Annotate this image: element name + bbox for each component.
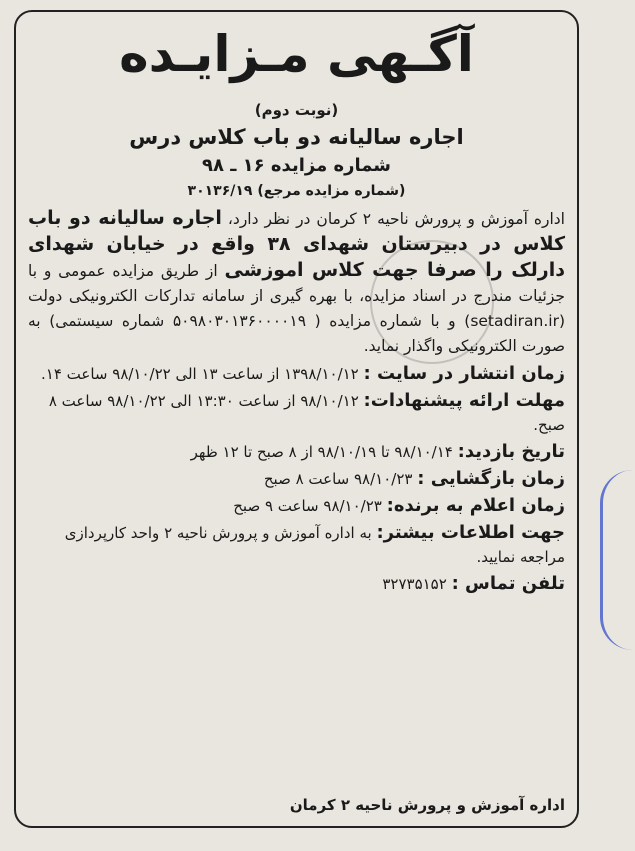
notice-body [28, 206, 565, 359]
schedule-value: ۹۸/۱۰/۲۳ ساعت ۹ صبح [233, 497, 382, 515]
notice-round: (نوبت دوم) [254, 101, 339, 119]
schedule-value: ۱۳۹۸/۱۰/۱۲ از ساعت ۱۳ الی ۹۸/۱۰/۲۲ ساعت ۱۴. [41, 365, 359, 383]
body-intro: اداره آموزش و پرورش ناحیه ۲ کرمان در نظر دارد، [227, 210, 565, 228]
schedule-label: مهلت ارائه پیشنهادات: [363, 390, 565, 411]
auction-number: شماره مزایده ۱۶ ـ ۹۸ [202, 155, 391, 176]
schedule-label: تاریخ بازدید: [457, 441, 565, 462]
body-bold: اجاره سالیانه دو باب کلاس در دبیرستان شهدای ۳۸ واقع در خیابان شهدای دارلک را صرفا جهت کلاس اموزشی [28, 207, 565, 281]
schedule-label: جهت اطلاعات بیشتر: [376, 522, 565, 543]
schedule-value: ۹۸/۱۰/۲۳ ساعت ۸ صبح [263, 470, 413, 488]
body-middle: از طریق مزایده عمومی و با جزئیات مندرج در اسناد مزایده، با بهره گیری از سامانه تدارکات الکترونیکی دولت [28, 262, 565, 305]
schedule-visit [28, 440, 565, 464]
site-link: (setadiran.ir) [464, 312, 565, 330]
body-end: و با شماره مزایده ( ۵۰۹۸۰۳۰۱۳۶۰۰۰۰۱۹ شماره سیستمی) به صورت الکترونیکی واگذار نماید. [28, 312, 565, 355]
schedule-opening [28, 467, 565, 491]
notice-subject: اجاره سالیانه دو باب کلاس درس [129, 125, 464, 149]
pen-mark [600, 470, 633, 650]
notice-signature: اداره آموزش و پرورش ناحیه ۲ کرمان [289, 796, 565, 814]
schedule-winner [28, 494, 565, 518]
schedule-info [28, 521, 565, 569]
notice-title: آگـهی مـزایـده [119, 25, 474, 83]
phone-number: ۳۲۷۳۵۱۵۲ [382, 575, 447, 593]
schedule-value: ۹۸/۱۰/۱۴ تا ۹۸/۱۰/۱۹ از ۸ صبح تا ۱۲ ظهر [190, 443, 453, 461]
notice-content [28, 14, 565, 822]
schedule-value: ۹۸/۱۰/۱۲ از ساعت ۱۳:۳۰ الی ۹۸/۱۰/۲۲ ساعت ۸ صبح. [48, 392, 565, 434]
schedule-label: زمان اعلام به برنده: [386, 495, 565, 516]
schedule-publish [28, 362, 565, 386]
schedule-phone [28, 572, 565, 596]
schedule-label: زمان بازگشایی : [417, 468, 565, 489]
schedule-label: تلفن تماس : [451, 573, 565, 594]
schedule-value: به اداره آموزش و پرورش ناحیه ۲ واحد کارپردازی مراجعه نمایید. [64, 524, 565, 566]
schedule-submission [28, 389, 565, 437]
reference-number: (شماره مزایده مرجع) ۳۰۱۳۶/۱۹ [187, 183, 406, 199]
schedule-label: زمان انتشار در سایت : [363, 363, 565, 384]
